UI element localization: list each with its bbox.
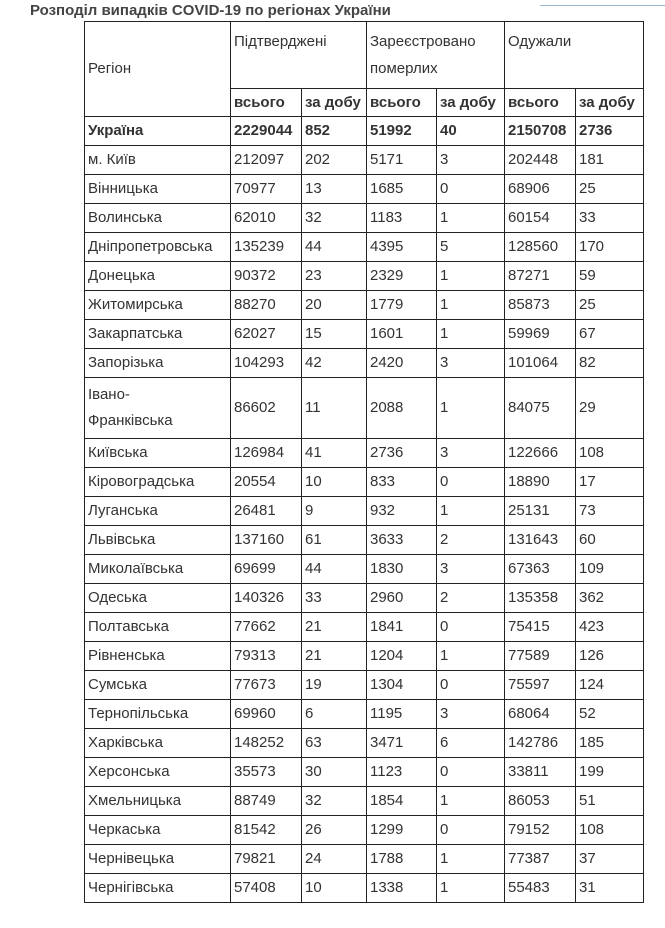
cell-deaths-daily: 1	[437, 262, 505, 291]
cell-recovered-daily: 25	[576, 175, 644, 204]
cell-deaths-total: 1204	[367, 642, 437, 671]
cell-confirmed-daily: 202	[302, 146, 367, 175]
cell-deaths-daily: 1	[437, 204, 505, 233]
cell-confirmed-daily: 20	[302, 291, 367, 320]
cell-deaths-total: 1841	[367, 613, 437, 642]
header-confirmed-total: всього	[231, 89, 302, 117]
cell-region	[85, 378, 231, 439]
cell-deaths-total: 1299	[367, 816, 437, 845]
cell-deaths-total: 1779	[367, 291, 437, 320]
cell-confirmed-total: 70977	[231, 175, 302, 204]
header-deaths-daily: за добу	[437, 89, 505, 117]
cell-confirmed-daily: 32	[302, 787, 367, 816]
cell-recovered-daily: 60	[576, 526, 644, 555]
cell-recovered-daily: 124	[576, 671, 644, 700]
cell-region: Львівська	[85, 526, 231, 555]
cell-confirmed-daily: 10	[302, 874, 367, 903]
cell-confirmed-daily: 63	[302, 729, 367, 758]
cell-confirmed-total: 148252	[231, 729, 302, 758]
header-confirmed: Підтверджені	[231, 22, 367, 89]
cell-deaths-total: 932	[367, 497, 437, 526]
cell-recovered-daily: 126	[576, 642, 644, 671]
table-row	[85, 526, 644, 555]
covid-regions-table	[84, 21, 644, 903]
header-deaths: Зареєстровано померлих	[367, 22, 505, 89]
cell-region: Закарпатська	[85, 320, 231, 349]
region-name-part: Франківська	[88, 412, 173, 429]
cell-region: Чернігівська	[85, 874, 231, 903]
cell-recovered-total: 75415	[505, 613, 576, 642]
cell-recovered-daily: 17	[576, 468, 644, 497]
cell-confirmed-daily: 852	[302, 117, 367, 146]
cell-recovered-total: 25131	[505, 497, 576, 526]
cell-region: м. Київ	[85, 146, 231, 175]
cell-region: Полтавська	[85, 613, 231, 642]
cell-confirmed-total: 126984	[231, 439, 302, 468]
cell-region: Одеська	[85, 584, 231, 613]
cell-deaths-daily: 3	[437, 700, 505, 729]
table-row	[85, 468, 644, 497]
cell-confirmed-total: 81542	[231, 816, 302, 845]
table-row	[85, 233, 644, 262]
table-row	[85, 758, 644, 787]
cell-deaths-total: 5171	[367, 146, 437, 175]
cell-confirmed-total: 88270	[231, 291, 302, 320]
table-row	[85, 642, 644, 671]
cell-deaths-daily: 2	[437, 526, 505, 555]
cell-confirmed-total: 2229044	[231, 117, 302, 146]
cell-recovered-total: 77387	[505, 845, 576, 874]
cell-confirmed-total: 77673	[231, 671, 302, 700]
cell-confirmed-daily: 9	[302, 497, 367, 526]
cell-region: Херсонська	[85, 758, 231, 787]
cell-confirmed-total: 140326	[231, 584, 302, 613]
cell-recovered-daily: 362	[576, 584, 644, 613]
cell-confirmed-daily: 26	[302, 816, 367, 845]
cell-confirmed-total: 26481	[231, 497, 302, 526]
cell-confirmed-total: 212097	[231, 146, 302, 175]
cell-confirmed-total: 62010	[231, 204, 302, 233]
cell-region: Миколаївська	[85, 555, 231, 584]
cell-region: Сумська	[85, 671, 231, 700]
cell-deaths-daily: 0	[437, 758, 505, 787]
cell-recovered-daily: 73	[576, 497, 644, 526]
cell-region: Рівненська	[85, 642, 231, 671]
cell-region: Чернівецька	[85, 845, 231, 874]
cell-recovered-daily: 33	[576, 204, 644, 233]
cell-deaths-daily: 3	[437, 349, 505, 378]
table-row	[85, 729, 644, 758]
cell-recovered-total: 79152	[505, 816, 576, 845]
cell-confirmed-total: 62027	[231, 320, 302, 349]
table-row	[85, 497, 644, 526]
cell-region: Україна	[85, 117, 231, 146]
cell-recovered-total: 2150708	[505, 117, 576, 146]
cell-region: Харківська	[85, 729, 231, 758]
cell-recovered-total: 202448	[505, 146, 576, 175]
table-row	[85, 378, 644, 439]
cell-recovered-total: 86053	[505, 787, 576, 816]
table-body	[85, 117, 644, 903]
table-row	[85, 146, 644, 175]
header-recovered-total: всього	[505, 89, 576, 117]
cell-deaths-daily: 1	[437, 291, 505, 320]
cell-region: Черкаська	[85, 816, 231, 845]
table-row	[85, 555, 644, 584]
table-row	[85, 874, 644, 903]
cell-deaths-total: 1854	[367, 787, 437, 816]
cell-deaths-total: 2960	[367, 584, 437, 613]
cell-recovered-total: 84075	[505, 378, 576, 439]
cell-confirmed-total: 90372	[231, 262, 302, 291]
cell-confirmed-total: 20554	[231, 468, 302, 497]
cell-recovered-total: 131643	[505, 526, 576, 555]
cell-deaths-total: 833	[367, 468, 437, 497]
header-confirmed-daily: за добу	[302, 89, 367, 117]
cell-deaths-daily: 1	[437, 874, 505, 903]
cell-deaths-total: 1338	[367, 874, 437, 903]
cell-recovered-daily: 170	[576, 233, 644, 262]
cell-recovered-total: 59969	[505, 320, 576, 349]
cell-confirmed-total: 57408	[231, 874, 302, 903]
cell-confirmed-total: 86602	[231, 378, 302, 439]
cell-deaths-total: 1830	[367, 555, 437, 584]
cell-recovered-total: 60154	[505, 204, 576, 233]
cell-recovered-total: 77589	[505, 642, 576, 671]
header-region: Регіон	[85, 22, 231, 117]
cell-recovered-daily: 51	[576, 787, 644, 816]
cell-confirmed-daily: 33	[302, 584, 367, 613]
cell-deaths-daily: 0	[437, 175, 505, 204]
table-row	[85, 117, 644, 146]
cell-confirmed-total: 69699	[231, 555, 302, 584]
cell-recovered-daily: 185	[576, 729, 644, 758]
cell-recovered-daily: 181	[576, 146, 644, 175]
table-row	[85, 700, 644, 729]
table-row	[85, 320, 644, 349]
cell-deaths-total: 1788	[367, 845, 437, 874]
cell-confirmed-daily: 42	[302, 349, 367, 378]
table-row	[85, 439, 644, 468]
cell-confirmed-total: 88749	[231, 787, 302, 816]
cell-deaths-daily: 3	[437, 146, 505, 175]
cell-confirmed-daily: 13	[302, 175, 367, 204]
table-row	[85, 349, 644, 378]
cell-deaths-total: 1123	[367, 758, 437, 787]
cell-recovered-daily: 37	[576, 845, 644, 874]
cell-deaths-daily: 3	[437, 555, 505, 584]
cell-confirmed-total: 79821	[231, 845, 302, 874]
cell-deaths-daily: 5	[437, 233, 505, 262]
cell-recovered-total: 128560	[505, 233, 576, 262]
cell-deaths-daily: 2	[437, 584, 505, 613]
cell-confirmed-daily: 21	[302, 642, 367, 671]
cell-deaths-total: 1183	[367, 204, 437, 233]
cell-deaths-total: 2420	[367, 349, 437, 378]
table-row	[85, 204, 644, 233]
cell-deaths-daily: 0	[437, 671, 505, 700]
cell-region: Запорізька	[85, 349, 231, 378]
cell-recovered-total: 55483	[505, 874, 576, 903]
cell-region: Житомирська	[85, 291, 231, 320]
table-row	[85, 671, 644, 700]
cell-region: Тернопільська	[85, 700, 231, 729]
cell-deaths-total: 51992	[367, 117, 437, 146]
cell-deaths-daily: 1	[437, 642, 505, 671]
table-row	[85, 816, 644, 845]
cell-deaths-daily: 40	[437, 117, 505, 146]
cell-region: Хмельницька	[85, 787, 231, 816]
cell-deaths-total: 3633	[367, 526, 437, 555]
cell-deaths-daily: 0	[437, 613, 505, 642]
cell-confirmed-daily: 10	[302, 468, 367, 497]
cell-confirmed-daily: 41	[302, 439, 367, 468]
table-row	[85, 613, 644, 642]
cell-deaths-daily: 3	[437, 439, 505, 468]
cell-confirmed-daily: 44	[302, 233, 367, 262]
cell-recovered-total: 122666	[505, 439, 576, 468]
cell-confirmed-daily: 15	[302, 320, 367, 349]
cell-confirmed-daily: 11	[302, 378, 367, 439]
cell-deaths-total: 2088	[367, 378, 437, 439]
cell-deaths-total: 4395	[367, 233, 437, 262]
cell-recovered-daily: 2736	[576, 117, 644, 146]
cell-confirmed-total: 35573	[231, 758, 302, 787]
table-row	[85, 291, 644, 320]
cell-confirmed-total: 77662	[231, 613, 302, 642]
table-row	[85, 262, 644, 291]
cell-deaths-daily: 1	[437, 845, 505, 874]
cell-recovered-daily: 82	[576, 349, 644, 378]
cell-recovered-daily: 67	[576, 320, 644, 349]
table-row	[85, 584, 644, 613]
top-divider	[540, 5, 665, 6]
cell-confirmed-total: 104293	[231, 349, 302, 378]
cell-confirmed-total: 137160	[231, 526, 302, 555]
cell-region: Донецька	[85, 262, 231, 291]
cell-region: Волинська	[85, 204, 231, 233]
cell-deaths-daily: 1	[437, 787, 505, 816]
table-row	[85, 845, 644, 874]
cell-recovered-total: 87271	[505, 262, 576, 291]
cell-deaths-total: 1195	[367, 700, 437, 729]
cell-deaths-total: 1685	[367, 175, 437, 204]
cell-recovered-daily: 31	[576, 874, 644, 903]
cell-deaths-total: 1304	[367, 671, 437, 700]
cell-recovered-total: 135358	[505, 584, 576, 613]
cell-recovered-total: 68906	[505, 175, 576, 204]
cell-recovered-total: 67363	[505, 555, 576, 584]
cell-region: Луганська	[85, 497, 231, 526]
cell-confirmed-daily: 24	[302, 845, 367, 874]
cell-recovered-total: 68064	[505, 700, 576, 729]
cell-confirmed-daily: 30	[302, 758, 367, 787]
cell-recovered-daily: 423	[576, 613, 644, 642]
cell-deaths-daily: 1	[437, 497, 505, 526]
cell-recovered-daily: 29	[576, 378, 644, 439]
cell-confirmed-daily: 32	[302, 204, 367, 233]
cell-recovered-daily: 108	[576, 439, 644, 468]
table-row	[85, 175, 644, 204]
cell-region: Київська	[85, 439, 231, 468]
cell-recovered-daily: 109	[576, 555, 644, 584]
cell-confirmed-total: 69960	[231, 700, 302, 729]
cell-recovered-total: 75597	[505, 671, 576, 700]
cell-deaths-daily: 0	[437, 816, 505, 845]
cell-deaths-total: 1601	[367, 320, 437, 349]
cell-recovered-total: 85873	[505, 291, 576, 320]
cell-recovered-daily: 199	[576, 758, 644, 787]
cell-recovered-total: 33811	[505, 758, 576, 787]
cell-region: Дніпропетровська	[85, 233, 231, 262]
cell-confirmed-total: 79313	[231, 642, 302, 671]
cell-deaths-daily: 1	[437, 320, 505, 349]
page-title: Розподіл випадків COVID-19 по регіонах України	[30, 2, 391, 19]
cell-region: Вінницька	[85, 175, 231, 204]
cell-deaths-total: 3471	[367, 729, 437, 758]
cell-confirmed-daily: 23	[302, 262, 367, 291]
cell-deaths-daily: 6	[437, 729, 505, 758]
cell-deaths-daily: 0	[437, 468, 505, 497]
cell-confirmed-total: 135239	[231, 233, 302, 262]
header-recovered-daily: за добу	[576, 89, 644, 117]
cell-confirmed-daily: 6	[302, 700, 367, 729]
cell-confirmed-daily: 21	[302, 613, 367, 642]
cell-recovered-total: 142786	[505, 729, 576, 758]
cell-deaths-daily: 1	[437, 378, 505, 439]
cell-confirmed-daily: 19	[302, 671, 367, 700]
cell-deaths-total: 2736	[367, 439, 437, 468]
table-row	[85, 787, 644, 816]
cell-recovered-total: 18890	[505, 468, 576, 497]
cell-recovered-daily: 108	[576, 816, 644, 845]
cell-confirmed-daily: 61	[302, 526, 367, 555]
cell-recovered-total: 101064	[505, 349, 576, 378]
cell-recovered-daily: 25	[576, 291, 644, 320]
cell-deaths-total: 2329	[367, 262, 437, 291]
cell-recovered-daily: 52	[576, 700, 644, 729]
cell-confirmed-daily: 44	[302, 555, 367, 584]
header-recovered: Одужали	[505, 22, 644, 89]
cell-recovered-daily: 59	[576, 262, 644, 291]
header-deaths-total: всього	[367, 89, 437, 117]
region-name-part: Івано-	[88, 386, 130, 403]
cell-region: Кіровоградська	[85, 468, 231, 497]
